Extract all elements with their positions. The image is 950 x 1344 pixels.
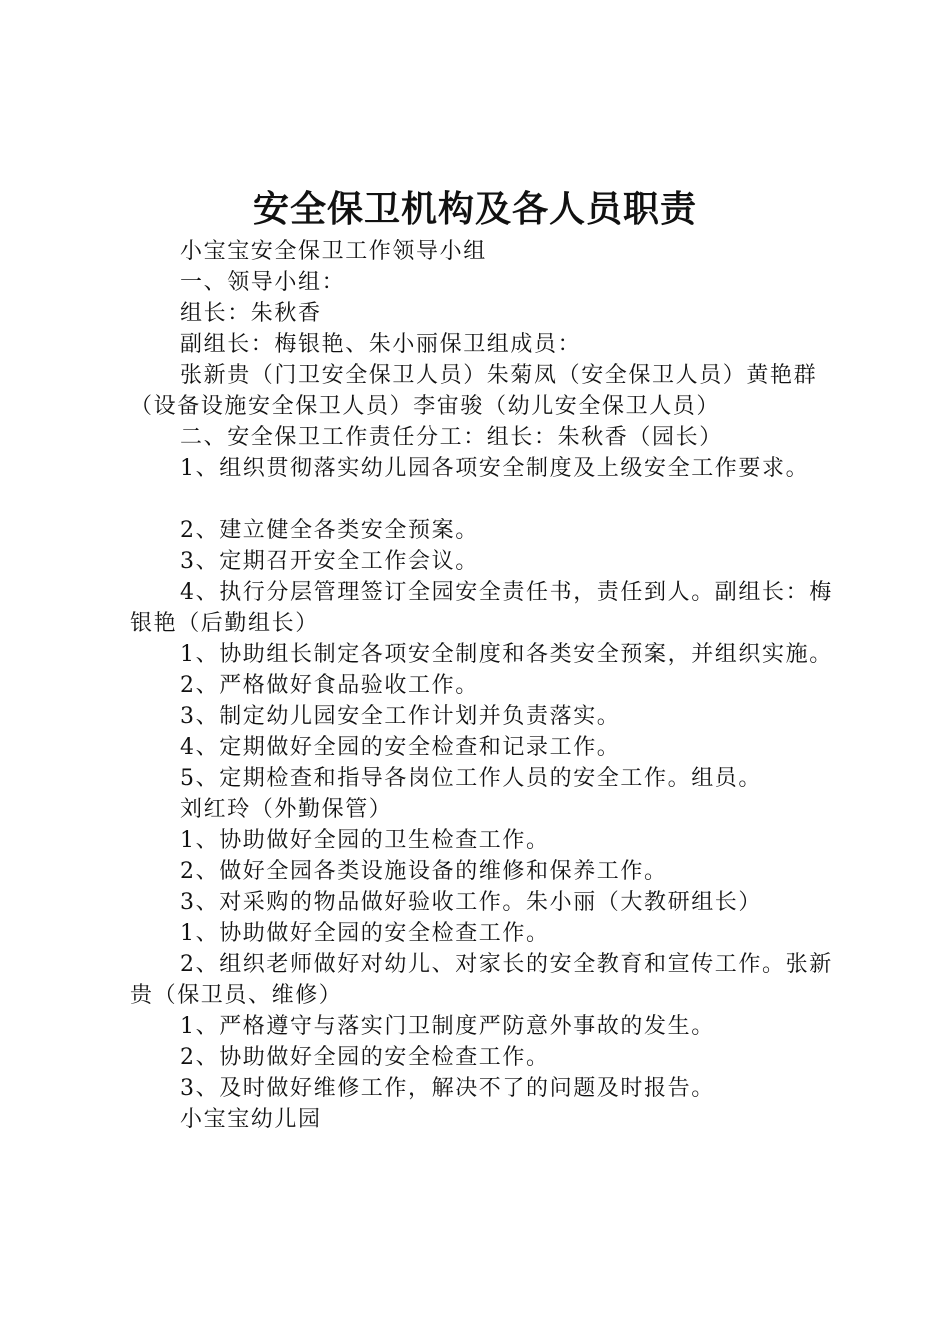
- paragraph-zhang-duty-1: 1、严格遵守与落实门卫制度严防意外事故的发生。: [180, 1014, 715, 1039]
- paragraph-leader-duty-4: 4、执行分层管理签订全园安全责任书，责任到人。副组长：梅银艳（后勤组长）: [130, 580, 833, 636]
- paragraph-section-two: 二、安全保卫工作责任分工：组长：朱秋香（园长）: [180, 425, 723, 450]
- paragraph-leader: 组长：朱秋香: [180, 301, 322, 326]
- paragraph-liu-duty-3: 3、对采购的物品做好验收工作。朱小丽（大教研组长）: [180, 890, 762, 915]
- paragraph-deputy-duty-1: 1、协助组长制定各项安全制度和各类安全预案，并组织实施。: [180, 642, 833, 667]
- paragraph-liu-duty-1: 1、协助做好全园的卫生检查工作。: [180, 828, 550, 853]
- paragraph-leader-duty-1: 1、组织贯彻落实幼儿园各项安全制度及上级安全工作要求。: [180, 456, 810, 481]
- document-body: [130, 236, 850, 1135]
- paragraph-signature: 小宝宝幼儿园: [180, 1107, 322, 1132]
- paragraph-deputy-duty-3: 3、制定幼儿园安全工作计划并负责落实。: [180, 704, 621, 729]
- paragraph-zhang-duty-2: 2、协助做好全园的安全检查工作。: [180, 1045, 550, 1070]
- paragraph-member-liu: 刘红玲（外勤保管）: [180, 797, 393, 822]
- paragraph-liu-duty-2: 2、做好全园各类设施设备的维修和保养工作。: [180, 859, 668, 884]
- paragraph-deputy-duty-2: 2、严格做好食品验收工作。: [180, 673, 479, 698]
- paragraph-leader-duty-2: 2、建立健全各类安全预案。: [180, 518, 479, 543]
- paragraph-group-heading: 小宝宝安全保卫工作领导小组: [180, 239, 487, 264]
- paragraph-deputy-duty-4: 4、定期做好全园的安全检查和记录工作。: [180, 735, 621, 760]
- paragraph-zhu-duty-2: 2、组织老师做好对幼儿、对家长的安全教育和宣传工作。张新贵（保卫员、维修）: [130, 952, 833, 1008]
- paragraph-section-one: 一、领导小组：: [180, 270, 346, 295]
- paragraph-deputy-duty-5: 5、定期检查和指导各岗位工作人员的安全工作。组员。: [180, 766, 762, 791]
- paragraph-spacer: [130, 484, 850, 515]
- paragraph-zhang-duty-3: 3、及时做好维修工作，解决不了的问题及时报告。: [180, 1076, 715, 1101]
- paragraph-members: 张新贵（门卫安全保卫人员）朱菊凤（安全保卫人员）黄艳群（设备设施安全保卫人员）李宙骏（幼儿安全保卫人员）: [130, 363, 818, 419]
- document-title: 安全保卫机构及各人员职责: [252, 189, 697, 230]
- paragraph-deputy-leader: 副组长：梅银艳、朱小丽保卫组成员：: [180, 332, 582, 357]
- paragraph-leader-duty-3: 3、定期召开安全工作会议。: [180, 549, 479, 574]
- paragraph-zhu-duty-1: 1、协助做好全园的安全检查工作。: [180, 921, 550, 946]
